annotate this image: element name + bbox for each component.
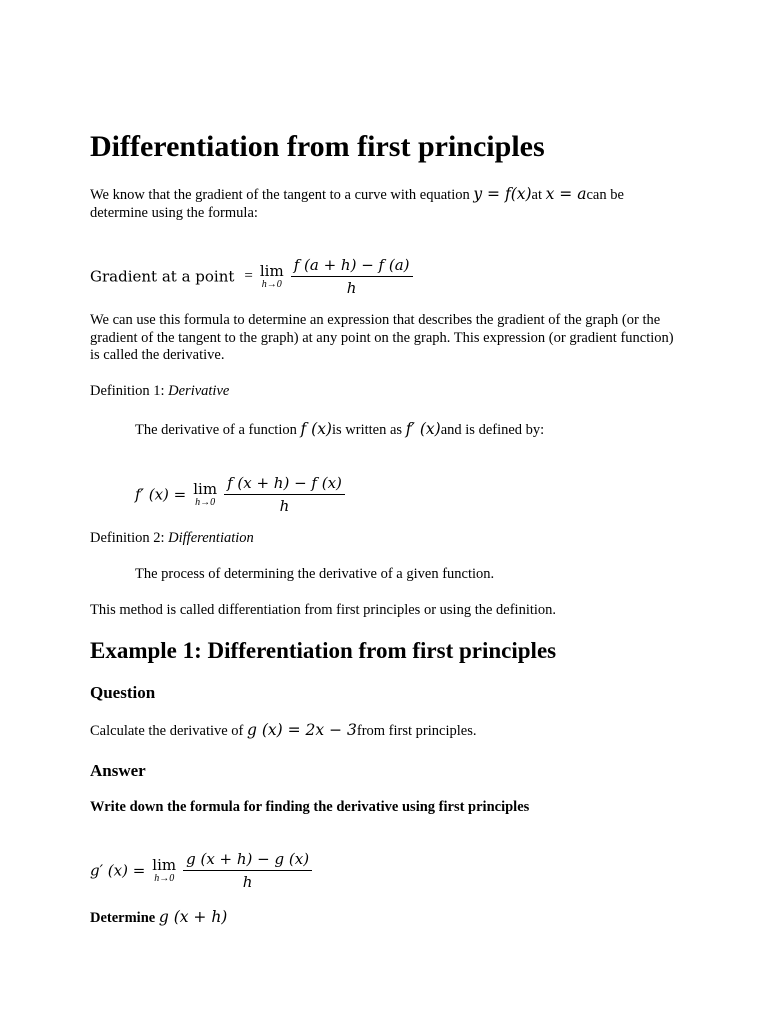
intro-line2: determine using the formula: — [90, 204, 258, 221]
derivative-explanation: We can use this formula to determine an expression that describes the gradient of the graph (or the gradient of the tangent to the graph) at any point on the graph. This expression (or gradient function) is called the derivative. — [90, 312, 674, 363]
step-1-heading: Write down the formula for finding the derivative using first principles — [90, 799, 530, 815]
question-equation: g (x) = 2x − 3 — [247, 721, 357, 739]
lim-subscript: h→0 — [261, 279, 282, 290]
limit-operator — [260, 263, 284, 290]
definition-2-text: The process of determining the derivative of a given function. — [135, 566, 495, 582]
derivative-fraction — [224, 474, 345, 515]
gradient-formula — [90, 256, 413, 297]
step-2-equation: g (x + h) — [158, 908, 228, 926]
question-text-after: from first principles. — [356, 723, 477, 739]
definition-2-label: Definition 2: — [90, 530, 165, 546]
def1-text-after: and is defined by: — [440, 422, 545, 438]
lim-text: lim — [259, 262, 284, 280]
lim-text-2: lim — [193, 480, 218, 498]
intro-text-after: can be — [586, 187, 624, 203]
g-derivative-denominator: h — [242, 873, 253, 891]
fraction-denominator: h — [346, 279, 357, 297]
step-2-heading — [90, 909, 227, 928]
g-derivative-lhs: g′ (x) = — [90, 861, 146, 880]
definition-1-text — [135, 421, 544, 440]
question-text — [90, 722, 476, 741]
question-heading: Question — [90, 683, 156, 702]
lim-subscript-2: h→0 — [195, 497, 216, 508]
gradient-fraction — [291, 256, 413, 297]
question-text-before: Calculate the derivative of — [90, 723, 244, 739]
step-2-label: Determine — [90, 910, 156, 926]
def1-text-before: The derivative of a function — [135, 422, 297, 438]
gradient-label: Gradient at a point — [90, 267, 235, 286]
g-derivative-numerator: g (x + h) − g (x) — [183, 850, 312, 871]
equals-sign: = — [244, 268, 253, 284]
derivative-numerator: f (x + h) − f (x) — [224, 474, 345, 495]
lim-subscript-3: h→0 — [154, 873, 175, 884]
limit-operator-3 — [152, 857, 176, 884]
definition-1-term: Derivative — [168, 383, 230, 399]
def1-fprime: f′ (x) — [405, 420, 441, 438]
g-derivative-fraction — [183, 850, 312, 891]
intro-text-before: We know that the gradient of the tangent to a curve with equation — [90, 187, 470, 203]
answer-heading: Answer — [90, 761, 146, 780]
derivative-formula — [135, 474, 345, 515]
intro-equation-x: x = a — [545, 185, 587, 203]
derivative-lhs: f′ (x) = — [135, 485, 187, 504]
definition-2-heading — [90, 530, 254, 548]
derivative-denominator: h — [279, 497, 290, 515]
g-derivative-formula — [90, 850, 312, 891]
definition-1-heading — [90, 383, 229, 401]
intro-text-mid: at — [531, 187, 543, 203]
fraction-numerator: f (a + h) − f (a) — [291, 256, 413, 277]
definition-2-term: Differentiation — [168, 530, 254, 546]
page-title: Differentiation from first principles — [90, 130, 545, 163]
definition-1-label: Definition 1: — [90, 383, 165, 399]
limit-operator-2 — [193, 481, 217, 508]
intro-paragraph — [90, 186, 680, 222]
method-text: This method is called differentiation from first principles or using the definition. — [90, 602, 557, 618]
example-heading: Example 1: Differentiation from first principles — [90, 638, 557, 663]
def1-function: f (x) — [300, 420, 332, 438]
lim-text-3: lim — [152, 856, 177, 874]
intro-equation-y: y = f(x) — [473, 185, 532, 203]
def1-text-mid: is written as — [331, 422, 403, 438]
